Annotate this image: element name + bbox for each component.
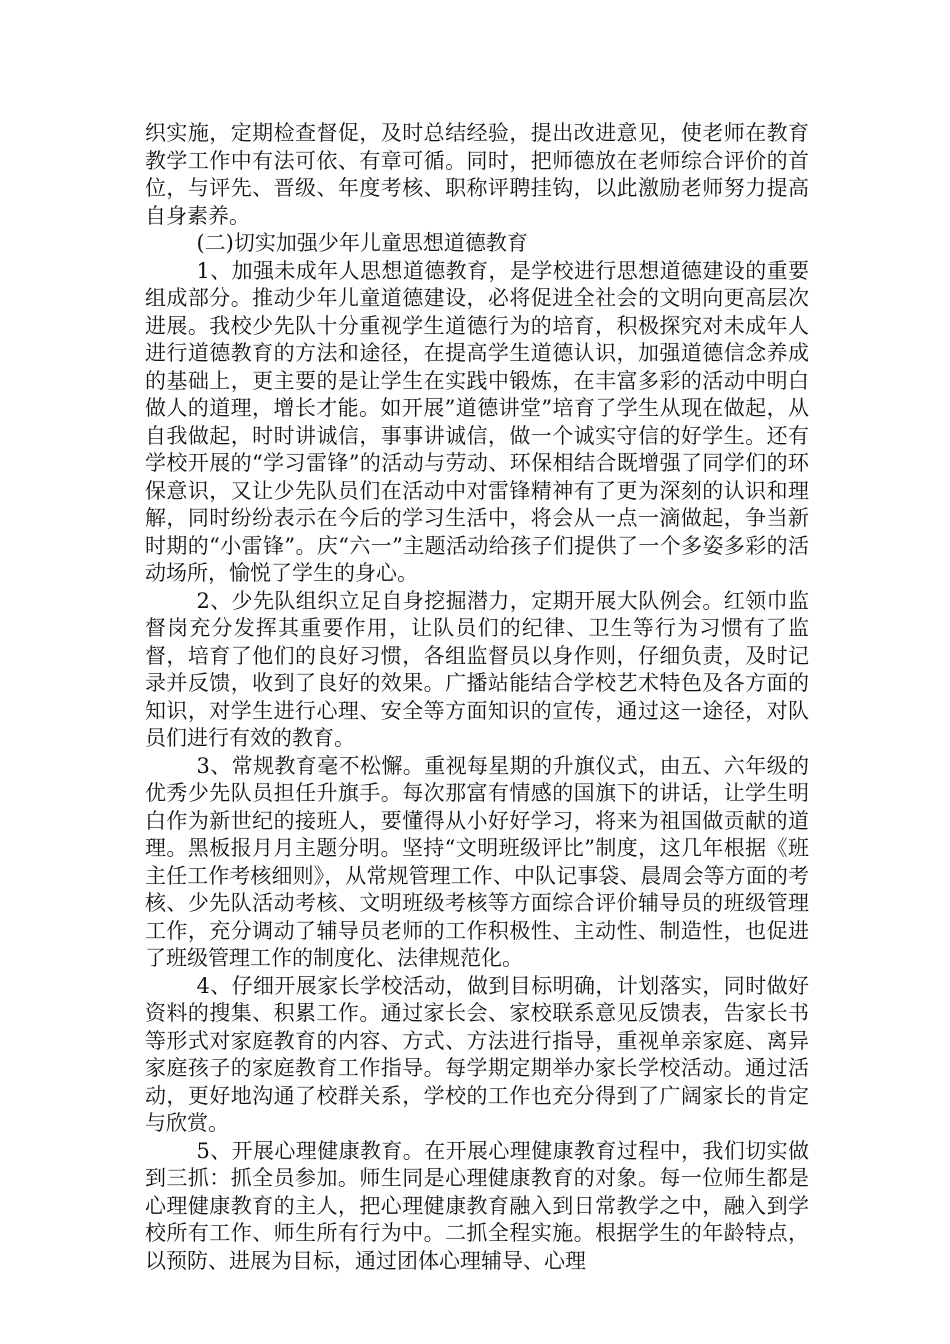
paragraph-item-3: 3、常规教育毫不松懈。重视每星期的升旗仪式，由五、六年级的优秀少先队员担任升旗手。每次那富有情感的国旗下的讲话，让学生明白作为新世纪的接班人，要懂得从小好好学习，将来为祖国做贡献的道理。黑板报月月主题分明。坚持“文明班级评比”制度，这几年根据《班主任工作考核细则》，从常规管理工作、中队记事袋、晨周会等方面的考核、少先队活动考核、文明班级考核等方面综合评价辅导员的班级管理工作，充分调动了辅导员老师的工作积极性、主动性、制造性，也促进了班级管理工作的制度化、法律规范化。 (145, 753, 809, 970)
section-heading: (二)切实加强少年儿童思想道德教育 (196, 231, 528, 255)
document-page (145, 120, 809, 1275)
paragraph-item-2: 2、少先队组织立足自身挖掘潜力，定期开展大队例会。红领巾监督岗充分发挥其重要作用，让队员们的纪律、卫生等行为习惯有了监督，培育了他们的良好习惯，各组监督员以身作则，仔细负责，及时记录并反馈，收到了良好的效果。广播站能结合学校艺术特色及各方面的知识，对学生进行心理、安全等方面知识的宣传，通过这一途径，对队员们进行有效的教育。 (145, 588, 809, 750)
paragraph-item-4: 4、仔细开展家长学校活动，做到目标明确，计划落实，同时做好资料的搜集、积累工作。通过家长会、家校联系意见反馈表，告家长书等形式对家庭教育的内容、方式、方法进行指导，重视单亲家庭、离异家庭孩子的家庭教育工作指导。每学期定期举办家长学校活动。通过活动，更好地沟通了校群关系，学校的工作也充分得到了广阔家长的肯定与欣赏。 (145, 973, 809, 1135)
paragraph-item-5: 5、开展心理健康教育。在开展心理健康教育过程中，我们切实做到三抓：抓全员参加。师生同是心理健康教育的对象。每一位师生都是心理健康教育的主人，把心理健康教育融入到日常教学之中，融入到学校所有工作、师生所有行为中。二抓全程实施。根据学生的年龄特点，以预防、进展为目标，通过团体心理辅导、心理 (145, 1138, 809, 1273)
paragraph-continued: 织实施，定期检查督促，及时总结经验，提出改进意见，使老师在教育教学工作中有法可依、有章可循。同时，把师德放在老师综合评价的首位，与评先、晋级、年度考核、职称评聘挂钩，以此激励老师努力提高自身素养。 (145, 121, 809, 228)
paragraph-item-1: 1、加强未成年人思想道德教育，是学校进行思想道德建设的重要组成部分。推动少年儿童道德建设，必将促进全社会的文明向更高层次进展。我校少先队十分重视学生道德行为的培育，积极探究对未成年人进行道德教育的方法和途径，在提高学生道德认识，加强道德信念养成的基础上，更主要的是让学生在实践中锻炼，在丰富多彩的活动中明白做人的道理，增长才能。如开展”道德讲堂”培育了学生从现在做起，从自我做起，时时讲诚信，事事讲诚信，做一个诚实守信的好学生。还有学校开展的“学习雷锋”的活动与劳动、环保相结合既增强了同学们的环保意识，又让少先队员们在活动中对雷锋精神有了更为深刻的认识和理解，同时纷纷表示在今后的学习生活中，将会从一点一滴做起，争当新时期的“小雷锋”。庆“六一”主题活动给孩子们提供了一个多姿多彩的活动场所，愉悦了学生的身心。 (145, 258, 809, 585)
